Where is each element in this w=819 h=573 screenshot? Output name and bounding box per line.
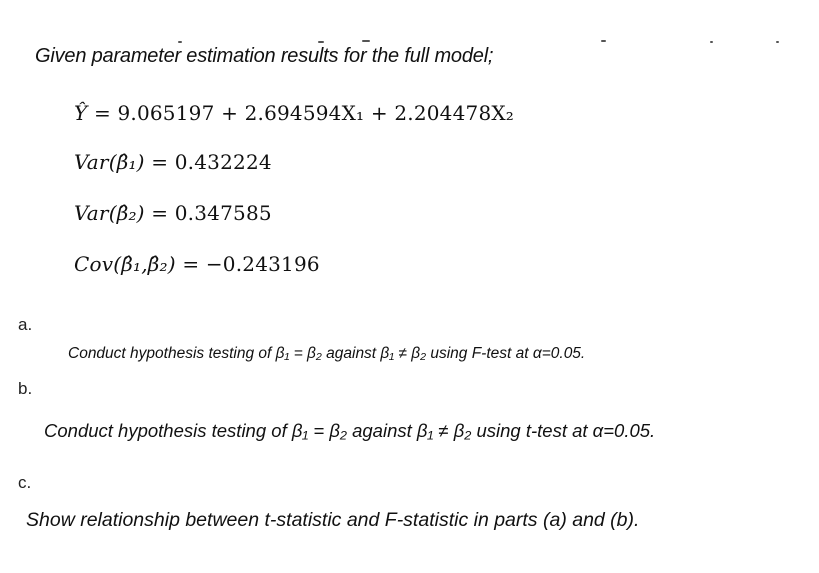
variance-beta1-lhs: Var(β̂₁) xyxy=(74,150,145,174)
question-c-label: c. xyxy=(18,473,32,492)
question-c-text: Show relationship between t-statistic and F-statistic in parts (a) and (b). xyxy=(26,509,640,531)
intro-text: Given parameter estimation results for the full model; xyxy=(35,45,494,67)
variance-beta2-value: = 0.347585 xyxy=(144,201,272,225)
question-a-text: Conduct hypothesis testing of β₁ = β₂ against β₁ ≠ β₂ using F-test at α=0.05. xyxy=(68,345,586,362)
fitted-equation-rhs: = 9.065197 + 2.694594X₁ + 2.204478X₂ xyxy=(87,101,515,125)
variance-beta1 xyxy=(74,150,272,174)
y-hat-symbol: Ŷ xyxy=(74,101,88,125)
variance-beta1-value: = 0.432224 xyxy=(144,150,272,174)
question-b-label: b. xyxy=(18,379,33,398)
covariance-beta1-beta2 xyxy=(74,252,320,276)
question-b-text: Conduct hypothesis testing of β₁ = β₂ against β₁ ≠ β₂ using t-test at α=0.05. xyxy=(44,420,656,441)
variance-beta2 xyxy=(74,201,272,225)
question-a-label: a. xyxy=(18,315,33,334)
covariance-lhs: Cov(β̂₁,β̂₂) xyxy=(74,252,176,276)
fitted-equation xyxy=(74,101,514,125)
covariance-value: = −0.243196 xyxy=(175,252,320,276)
variance-beta2-lhs: Var(β̂₂) xyxy=(74,201,145,225)
